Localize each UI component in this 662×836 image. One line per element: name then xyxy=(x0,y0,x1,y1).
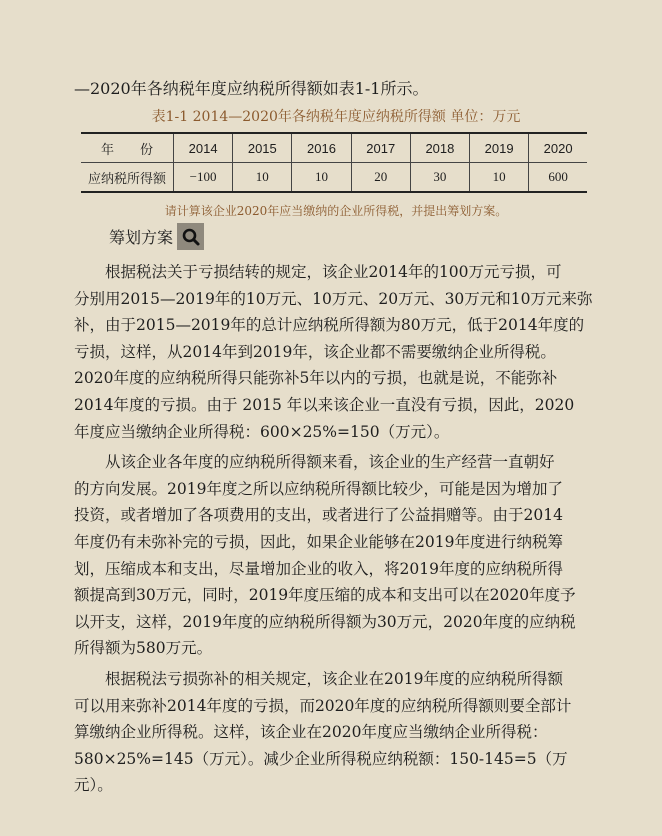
table-cell: 应纳税所得额 xyxy=(87,170,166,186)
table-header-cell: 2020 xyxy=(529,133,587,163)
paragraph-line: 算缴纳企业所得税。这样，该企业在2020年度应当缴纳企业所得税： xyxy=(74,723,548,742)
table-header-cell: 2016 xyxy=(292,133,351,163)
table-header-cell: 年 份 xyxy=(81,133,174,163)
table-cell: 10 xyxy=(233,163,292,193)
paragraph xyxy=(74,259,594,445)
paragraph-line: 补，由于2015—2019年的总计应纳税所得额为80万元，低于2014年度的 xyxy=(74,316,585,335)
paragraph-line: 的方向发展。2019年度之所以应纳税所得额比较少，可能是因为增加了 xyxy=(74,479,563,498)
table-header-cell: 2017 xyxy=(351,133,410,163)
paragraph-line: 额提高到30万元，同时，2019年度压缩的成本和支出可以在2020年度予 xyxy=(74,586,576,605)
paragraph-line: 以开支，这样，2019年度的应纳税所得额为30万元，2020年度的应纳税 xyxy=(74,612,576,631)
table-cell: 20 xyxy=(351,163,410,193)
question-text: 请计算该企业2020年应当缴纳的企业所得税，并提出筹划方案。 xyxy=(164,204,508,218)
paragraph-line: 2020年度的应纳税所得只能弥补5年以内的亏损，也就是说，不能弥补 xyxy=(74,369,558,388)
table-cell: 10 xyxy=(470,163,529,193)
table-cell: 10 xyxy=(292,163,351,193)
paragraph-line: 亏损，这样，从2014年到2019年，该企业都不需要缴纳企业所得税。 xyxy=(74,342,556,361)
paragraph-line: 2014年度的亏损。由于 2015 年以来该企业一直没有亏损，因此，2020 xyxy=(74,395,575,414)
paragraph-line: 年度仍有未弥补完的亏损，因此，如果企业能够在2019年度进行纳税筹 xyxy=(74,532,563,551)
paragraph-line: 580×25%=145（万元）。减少企业所得税应纳税额：150-145=5（万 xyxy=(74,749,568,768)
table-header-cell: 2014 xyxy=(174,133,233,163)
paragraph xyxy=(74,666,594,799)
table-caption: 表1-1 2014—2020年各纳税年度应纳税所得额 单位：万元 xyxy=(151,109,521,125)
body-text xyxy=(74,259,594,803)
table-header-cell: 2015 xyxy=(233,133,292,163)
paragraph-line: 从该企业各年度的应纳税所得额来看，该企业的生产经营一直朝好 xyxy=(74,453,555,472)
heading-label: 筹划方案 xyxy=(109,228,174,247)
table-cell: 600 xyxy=(529,163,587,193)
table-header-row xyxy=(81,133,587,163)
paragraph-line: 划，压缩成本和支出，尽量增加企业的收入，将2019年度的应纳税所得 xyxy=(74,559,563,578)
paragraph-line: 年度应当缴纳企业所得税：600×25%=150（万元）。 xyxy=(74,422,450,441)
table-row xyxy=(81,163,587,193)
section-heading xyxy=(109,223,204,250)
taxable-income-table xyxy=(81,132,587,193)
intro-text: —2020年各纳税年度应纳税所得额如表1-1所示。 xyxy=(74,79,429,98)
paragraph-line: 所得额为580万元。 xyxy=(74,639,213,658)
paragraph-line: 投资，或者增加了各项费用的支出，或者进行了公益捐赠等。由于2014 xyxy=(74,506,563,525)
paragraph-line: 元）。 xyxy=(74,776,113,795)
table-header-cell: 2019 xyxy=(470,133,529,163)
paragraph-line: 分别用2015—2019年的10万元、10万元、20万元、30万元和10万元来弥 xyxy=(74,289,593,308)
table-header-cell: 2018 xyxy=(410,133,469,163)
table-cell: −100 xyxy=(174,163,233,193)
paragraph-line: 根据税法关于亏损结转的规定，该企业2014年的100万元亏损，可 xyxy=(74,263,562,281)
paragraph-line: 可以用来弥补2014年度的亏损，而2020年度的应纳税所得额则要全部计 xyxy=(74,696,572,715)
search-button[interactable] xyxy=(177,223,204,250)
search-icon xyxy=(181,227,201,247)
paragraph-line: 根据税法亏损弥补的相关规定，该企业在2019年度的应纳税所得额 xyxy=(74,669,563,688)
paragraph xyxy=(74,449,594,662)
table-cell: 30 xyxy=(410,163,469,193)
